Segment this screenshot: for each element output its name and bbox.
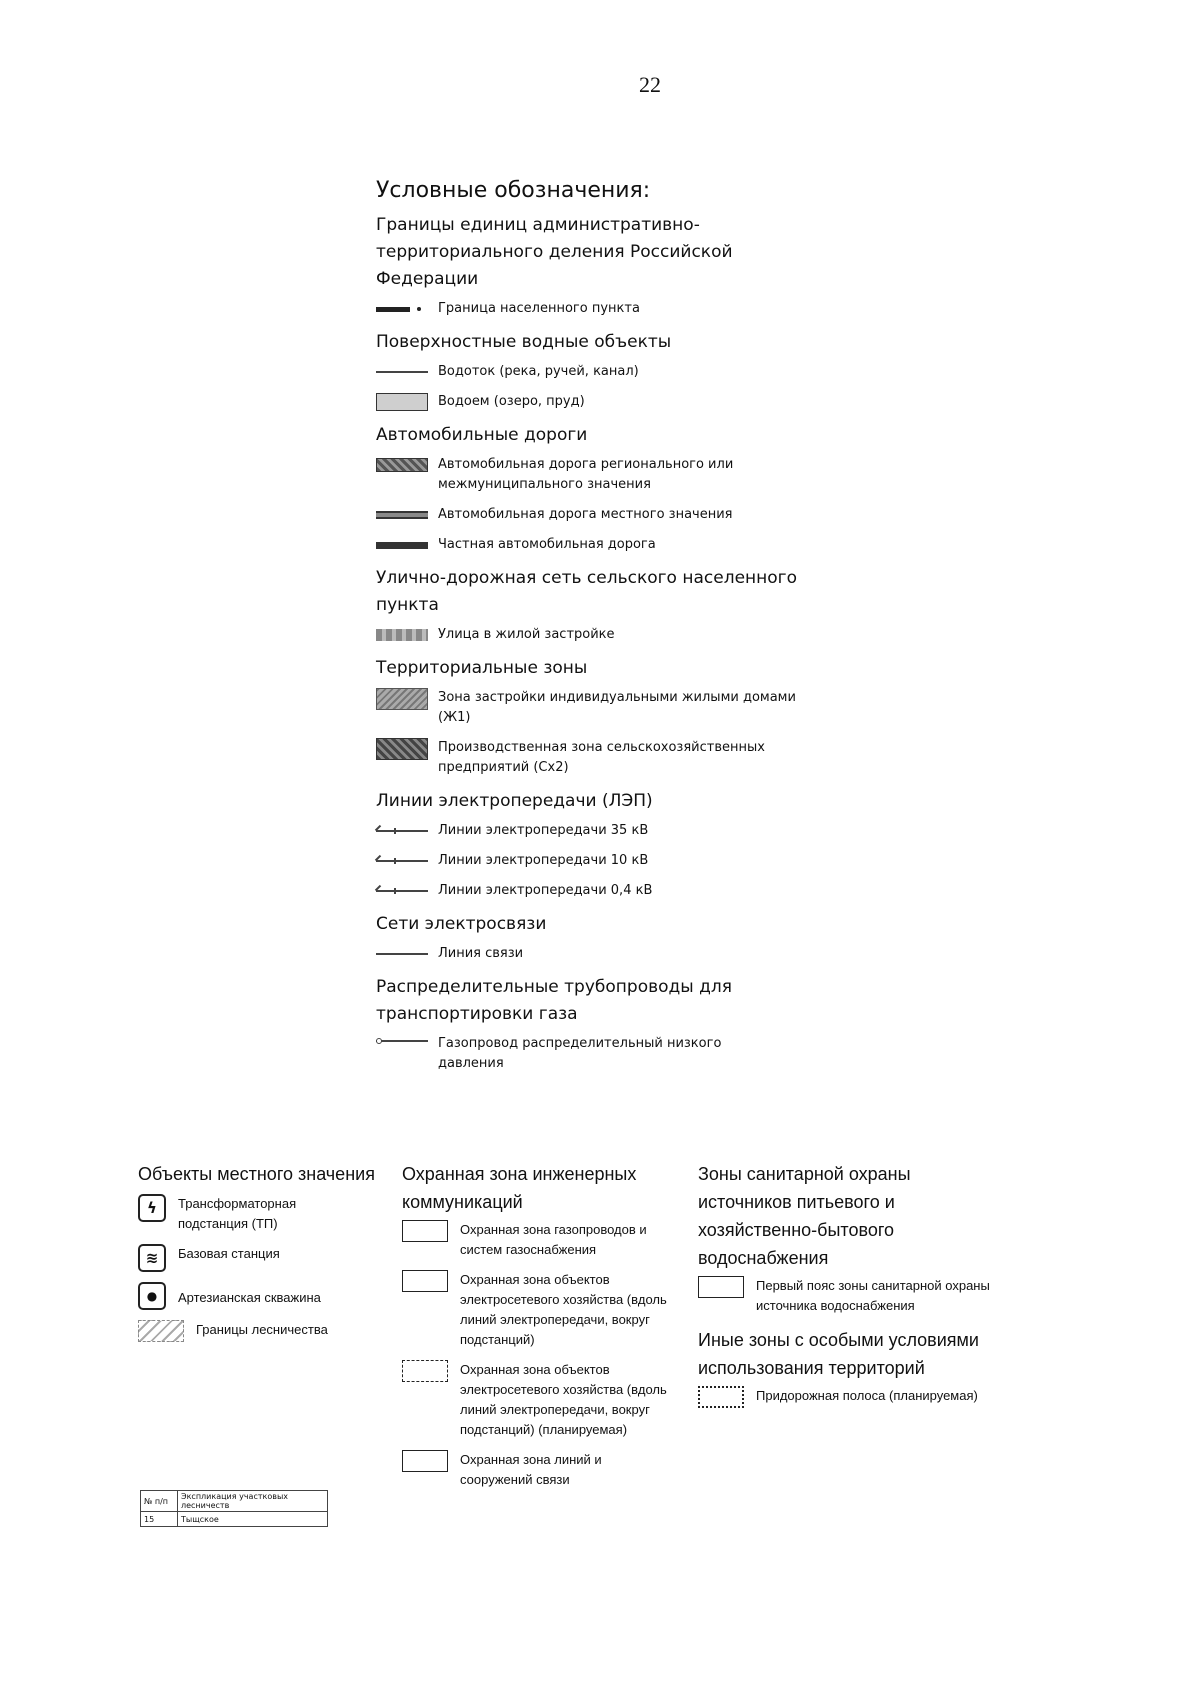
legend-item [376,821,836,841]
upper-legend [376,178,836,1084]
power-protection-zone-icon [402,1270,448,1292]
legend-item-label: Охранная зона линий и сооружений связи [460,1452,602,1487]
legend-item [376,535,836,555]
group-roads [376,422,836,555]
zone-cx2-icon [376,738,428,760]
group-heading: Поверхностные водные объекты [376,332,672,352]
legend-item-label: Водоем (озеро, пруд) [438,394,585,409]
legend-item [376,362,836,382]
group-heading: Улично-дорожная сеть сельского населенного пункта [376,568,797,615]
col-heading: Объекты местного значения [138,1164,375,1184]
legend-item-label: Линии электропередачи 0,4 кВ [438,883,653,898]
group-heading: Сети электросвязи [376,914,547,934]
group-power-lines [376,788,836,901]
legend-item [376,392,836,412]
legend-item [402,1270,682,1350]
legend-item-label: Границы лесничества [196,1322,328,1337]
legend-item-label: Артезианская скважина [178,1290,321,1305]
table-row [141,1512,328,1527]
table-cell: Экспликация участковых лесничеств [178,1491,328,1512]
legend-item-label: Охранная зона объектов электросетевого хозяйства (вдоль линий электропередачи, вокруг подстанций) (планируемая) [460,1362,667,1437]
legend-item-label: Охранная зона объектов электросетевого хозяйства (вдоль линий электропередачи, вокруг подстанций) [460,1272,667,1347]
legend-item [402,1450,682,1490]
legend-item-label: Водоток (река, ручей, канал) [438,364,639,379]
legend-item-label: Придорожная полоса (планируемая) [756,1388,978,1403]
well-icon: ● [138,1282,166,1310]
base-station-icon: ≋ [138,1244,166,1272]
legend-item-label: Автомобильная дорога регионального или межмуниципального значения [438,457,734,492]
forestry-boundary-icon [138,1320,184,1342]
legend-item [138,1194,378,1234]
col-engineering-zones [402,1160,682,1500]
street-icon [376,629,428,641]
group-streets [376,565,836,645]
table-cell: № п/п [141,1491,178,1512]
local-road-icon [376,511,428,519]
group-heading: Линии электропередачи (ЛЭП) [376,791,653,811]
legend-item [698,1386,1008,1408]
comm-line-icon [376,953,428,955]
group-heading: Распределительные трубопроводы для транспортировки газа [376,977,732,1024]
page-number: 22 [639,72,661,97]
legend-title: Условные обозначения: [376,178,651,203]
col-local-objects [138,1160,378,1352]
legend-item [376,944,836,964]
group-heading: Территориальные зоны [376,658,588,678]
transformer-icon: ϟ [138,1194,166,1222]
legend-item-label: Линии электропередачи 35 кВ [438,823,649,838]
group-telecom [376,911,836,964]
legend-item [376,505,836,525]
legend-item [402,1360,682,1440]
legend-item-label: Базовая станция [178,1246,280,1261]
table-cell: Тыщское [178,1512,328,1527]
col-heading: Зоны санитарной охраны источников питьевого и хозяйственно-бытового водоснабжения [698,1164,911,1268]
legend-item [376,688,836,728]
group-heading: Границы единиц административно-территориального деления Российской Федерации [376,215,733,289]
legend-item [138,1320,378,1342]
gas-pipe-icon [376,1040,428,1042]
comm-protection-zone-icon [402,1450,448,1472]
col-sanitary-zones [698,1160,1008,1418]
zone-j1-icon [376,688,428,710]
legend-item [698,1276,1008,1316]
legend-item [376,299,836,319]
power-line-icon [376,860,428,862]
col-heading: Иные зоны с особыми условиями использования территорий [698,1330,979,1378]
group-gas [376,974,836,1074]
legend-item-label: Трансформаторная подстанция (ТП) [178,1196,297,1231]
power-line-icon [376,830,428,832]
group-heading: Автомобильные дороги [376,425,588,445]
roadside-strip-icon [698,1386,744,1408]
table-cell: 15 [141,1512,178,1527]
legend-item-label: Первый пояс зоны санитарной охраны источника водоснабжения [756,1278,990,1313]
regional-road-icon [376,458,428,472]
forestry-table [140,1490,328,1527]
legend-item [376,625,836,645]
legend-item-label: Газопровод распределительный низкого давления [438,1036,722,1071]
planned-power-protection-zone-icon [402,1360,448,1382]
legend-item [138,1282,378,1310]
legend-item-label: Охранная зона газопроводов и систем газоснабжения [460,1222,647,1257]
legend-item [138,1244,378,1272]
group-admin-boundaries [376,212,836,319]
power-line-icon [376,890,428,892]
legend-item [402,1220,682,1260]
gas-protection-zone-icon [402,1220,448,1242]
legend-item [376,455,836,495]
sanitary-zone-icon [698,1276,744,1298]
legend-item-label: Частная автомобильная дорога [438,537,656,552]
legend-item [376,851,836,871]
legend-item-label: Линия связи [438,946,524,961]
legend-item-label: Граница населенного пункта [438,301,640,316]
group-zones [376,655,836,778]
legend-item-label: Линии электропередачи 10 кВ [438,853,649,868]
private-road-icon [376,542,428,549]
legend-item-label: Автомобильная дорога местного значения [438,507,733,522]
legend-item-label: Зона застройки индивидуальными жилыми домами (Ж1) [438,690,796,725]
group-water [376,329,836,412]
table-row [141,1491,328,1512]
legend-item [376,1034,836,1074]
legend-item [376,881,836,901]
boundary-line-icon [376,307,410,312]
legend-item-label: Улица в жилой застройке [438,627,615,642]
col-heading: Охранная зона инженерных коммуникаций [402,1164,637,1212]
watercourse-line-icon [376,371,428,373]
water-body-icon [376,393,428,411]
legend-item-label: Производственная зона сельскохозяйственных предприятий (Сх2) [438,740,765,775]
legend-item [376,738,836,778]
